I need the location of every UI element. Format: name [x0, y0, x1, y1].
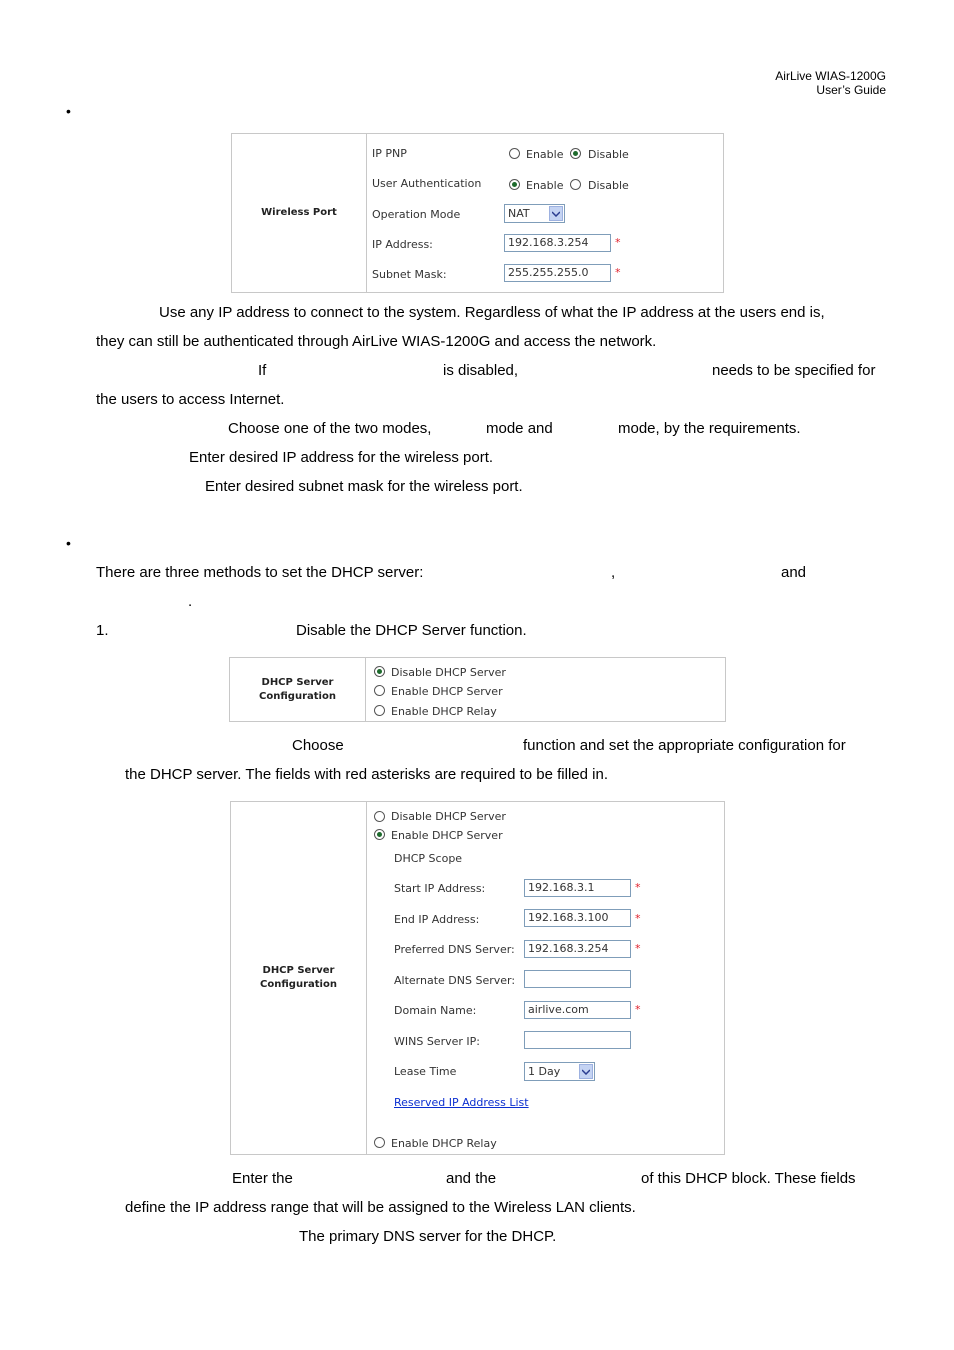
ip-address-input[interactable]: 192.168.3.254: [504, 234, 611, 252]
paragraph-disable-dhcp: Disable the DHCP Server function.: [296, 622, 527, 639]
ip-pnp-label: IP PNP: [372, 147, 407, 160]
operation-mode-label: Operation Mode: [372, 208, 461, 221]
dhcp-config-title-line1: DHCP Server: [261, 676, 334, 688]
preferred-dns-label: Preferred DNS Server:: [394, 943, 515, 956]
lease-time-select[interactable]: [524, 1062, 595, 1081]
paragraph-ip-pnp-cont: they can still be authenticated through AirLive WIAS-1200G and access the network.: [96, 333, 657, 350]
disable-dhcp-label: Disable DHCP Server: [391, 810, 506, 823]
wireless-port-panel: [231, 133, 724, 293]
paragraph-op-mode-c: mode, by the requirements.: [618, 420, 801, 437]
dhcp-config-title-line2: Configuration: [260, 979, 337, 990]
reserved-ip-list-link[interactable]: Reserved IP Address List: [394, 1096, 529, 1109]
doc-header-subtitle: User’s Guide: [816, 83, 886, 97]
end-ip-input[interactable]: 192.168.3.100: [524, 909, 631, 927]
list-number: 1.: [96, 622, 109, 639]
paragraph-ip-range-c: of this DHCP block. These fields: [641, 1170, 856, 1187]
start-ip-label: Start IP Address:: [394, 882, 486, 895]
wins-server-label: WINS Server IP:: [394, 1035, 480, 1048]
preferred-dns-input[interactable]: 192.168.3.254: [524, 940, 631, 958]
user-auth-enable-label: Enable: [526, 179, 564, 192]
user-auth-enable-radio[interactable]: [509, 179, 520, 190]
paragraph-ip-range-a: Enter the: [232, 1170, 293, 1187]
paragraph-op-mode-a: Choose one of the two modes,: [228, 420, 432, 437]
paragraph-dhcp-comma: ,: [611, 564, 616, 581]
paragraph-dhcp-and: and: [781, 564, 807, 581]
paragraph-user-auth-if: If: [258, 362, 267, 379]
wins-server-input[interactable]: [524, 1031, 631, 1049]
start-ip-input[interactable]: 192.168.3.1: [524, 879, 631, 897]
paragraph-op-mode-b: mode and: [486, 420, 553, 437]
enable-dhcp-label: Enable DHCP Server: [391, 829, 503, 842]
user-auth-disable-label: Disable: [588, 179, 629, 192]
paragraph-dhcp-period: .: [188, 593, 193, 610]
alternate-dns-label: Alternate DNS Server:: [394, 974, 516, 987]
lease-time-label: Lease Time: [394, 1065, 457, 1078]
required-asterisk: *: [615, 236, 621, 249]
domain-name-label: Domain Name:: [394, 1004, 477, 1017]
required-asterisk: *: [635, 1003, 641, 1016]
bullet: •: [66, 535, 71, 551]
paragraph-enable-dhcp-c: the DHCP server. The fields with red asterisks are required to be filled in.: [125, 766, 609, 783]
paragraph-ip-pnp: Use any IP address to connect to the system. Regardless of what the IP address at the users end is,: [159, 304, 825, 321]
dhcp-config-title: [231, 802, 367, 1154]
paragraph-ip-address: Enter desired IP address for the wireless port.: [189, 449, 494, 466]
chevron-down-icon: [549, 206, 563, 221]
paragraph-enable-dhcp-a: Choose: [292, 737, 344, 754]
dhcp-config-panel-disabled: [229, 657, 726, 722]
paragraph-user-auth-cont: the users to access Internet.: [96, 391, 285, 408]
required-asterisk: *: [635, 942, 641, 955]
enable-dhcp-relay-label: Enable DHCP Relay: [391, 705, 497, 718]
paragraph-dhcp-methods: There are three methods to set the DHCP server:: [96, 564, 424, 581]
bullet: •: [66, 103, 71, 119]
end-ip-label: End IP Address:: [394, 913, 480, 926]
paragraph-user-auth-disabled: is disabled,: [443, 362, 519, 379]
ip-pnp-enable-label: Enable: [526, 148, 564, 161]
dhcp-config-panel-enabled: [230, 801, 725, 1155]
paragraph-user-auth-needs: needs to be specified for: [712, 362, 876, 379]
enable-dhcp-radio[interactable]: [374, 829, 385, 840]
wireless-port-title: Wireless Port: [232, 134, 367, 292]
disable-dhcp-radio[interactable]: [374, 666, 385, 677]
enable-dhcp-label: Enable DHCP Server: [391, 685, 503, 698]
required-asterisk: *: [635, 912, 641, 925]
paragraph-enable-dhcp-b: function and set the appropriate configuration for: [523, 737, 846, 754]
enable-dhcp-relay-radio[interactable]: [374, 705, 385, 716]
domain-name-input[interactable]: airlive.com: [524, 1001, 631, 1019]
ip-pnp-disable-label: Disable: [588, 148, 629, 161]
lease-time-value: 1 Day: [528, 1065, 561, 1078]
enable-dhcp-relay-label: Enable DHCP Relay: [391, 1137, 497, 1150]
chevron-down-icon: [579, 1064, 593, 1079]
dhcp-scope-label: DHCP Scope: [394, 852, 463, 865]
dhcp-config-title: [230, 658, 366, 721]
paragraph-ip-range-b: and the: [446, 1170, 497, 1187]
ip-address-label: IP Address:: [372, 238, 433, 251]
subnet-mask-label: Subnet Mask:: [372, 268, 447, 281]
enable-dhcp-radio[interactable]: [374, 685, 385, 696]
paragraph-primary-dns: The primary DNS server for the DHCP.: [299, 1228, 557, 1245]
paragraph-subnet-mask: Enter desired subnet mask for the wireless port.: [205, 478, 523, 495]
enable-dhcp-relay-radio[interactable]: [374, 1137, 385, 1148]
required-asterisk: *: [615, 266, 621, 279]
operation-mode-value: NAT: [508, 207, 530, 220]
subnet-mask-input[interactable]: 255.255.255.0: [504, 264, 611, 282]
user-auth-disable-radio[interactable]: [570, 179, 581, 190]
ip-pnp-disable-radio[interactable]: [570, 148, 581, 159]
user-auth-label: User Authentication: [372, 177, 482, 190]
dhcp-config-title-line1: DHCP Server: [262, 965, 335, 976]
disable-dhcp-label: Disable DHCP Server: [391, 666, 506, 679]
disable-dhcp-radio[interactable]: [374, 811, 385, 822]
alternate-dns-input[interactable]: [524, 970, 631, 988]
paragraph-ip-range-d: define the IP address range that will be assigned to the Wireless LAN clients.: [125, 1199, 636, 1216]
doc-header-title: AirLive WIAS-1200G: [775, 69, 886, 83]
dhcp-config-title-line2: Configuration: [259, 690, 336, 702]
ip-pnp-enable-radio[interactable]: [509, 148, 520, 159]
required-asterisk: *: [635, 881, 641, 894]
operation-mode-select[interactable]: [504, 204, 565, 223]
